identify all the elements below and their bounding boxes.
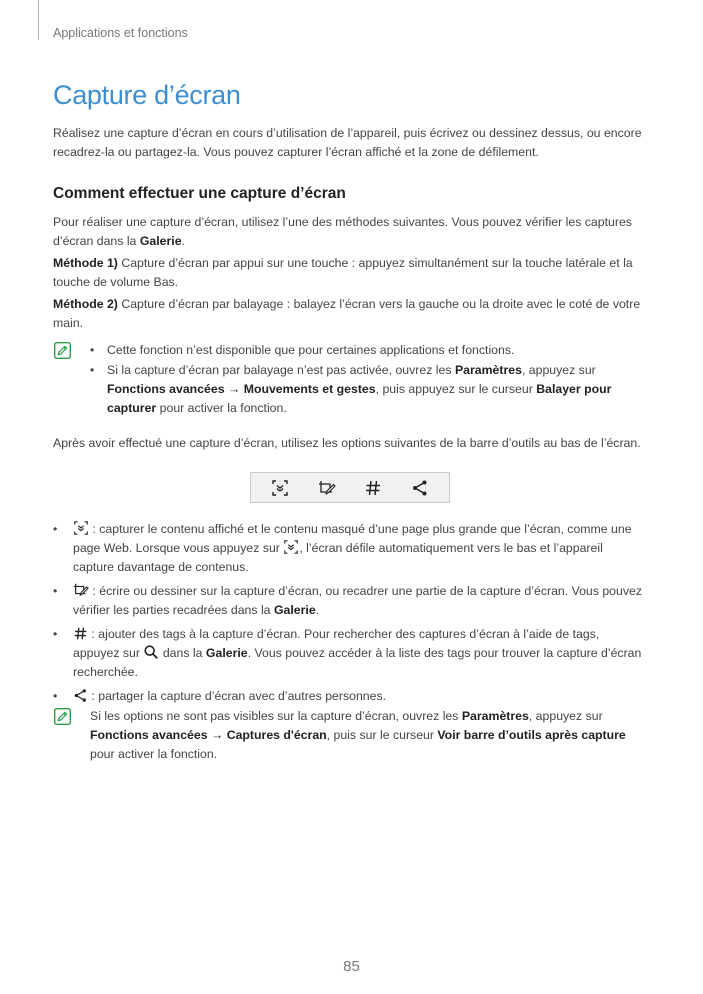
bullet: • [90, 343, 95, 357]
main-content [53, 124, 647, 764]
tag-icon[interactable] [364, 479, 382, 497]
method-1-label: Méthode 1) [53, 256, 118, 270]
menu-mouvements-gestes: Mouvements et gestes [243, 382, 376, 396]
bullet: • [90, 363, 95, 377]
howto-paragraph [53, 213, 647, 251]
edit-icon [73, 582, 89, 598]
note-icon [54, 342, 71, 359]
feature-share [53, 687, 647, 706]
method-2-label: Méthode 2) [53, 297, 118, 311]
menu-parametres: Paramètres [454, 363, 522, 377]
scroll-capture-icon[interactable] [271, 479, 289, 497]
arrow: → [207, 728, 227, 742]
howto-text: Pour réaliser une capture d’écran, utilisez l’une des méthodes suivantes. Vous pouvez vérifier les captures d’écran dans la [53, 215, 632, 248]
note-box-2 [53, 707, 647, 764]
note-item [90, 361, 647, 418]
page-title: Capture d’écran [53, 80, 241, 110]
tag-icon [73, 626, 88, 641]
method-1-text: Capture d’écran par appui sur une touche : appuyez simultanément sur la touche latérale et la touche de volume Bas. [53, 256, 633, 289]
page-number: 85 [343, 958, 360, 975]
feature-text: : capturer le contenu affiché et le contenu masqué d’une page plus grande que l’écran, comme une page Web. Lorsque vous appuyez sur [73, 522, 632, 555]
note-text: pour activer la fonction. [156, 401, 287, 415]
feature-text: : partager la capture d’écran avec d’autres personnes. [88, 689, 387, 703]
note-text: , puis sur le curseur [326, 728, 438, 742]
method-2 [53, 295, 647, 333]
feature-tag [53, 625, 647, 682]
note-item [90, 341, 647, 360]
arrow: → [224, 382, 244, 396]
method-2-text: Capture d’écran par balayage : balayez l’écran vers la gauche ou la droite avec le coté de votre main. [53, 297, 641, 330]
menu-fonctions-avancees: Fonctions avancées [107, 382, 225, 396]
note-2-text [90, 707, 647, 764]
section-header: Applications et fonctions [53, 26, 188, 40]
feature-text: : ajouter des tags à la capture d’écran. Pour rechercher des captures d’écran à l’aide de tags, appuyez sur [73, 627, 600, 660]
scroll-capture-icon [73, 520, 89, 536]
scroll-capture-icon [283, 539, 299, 555]
after-paragraph: Après avoir effectué une capture d’écran, utilisez les options suivantes de la barre d’outils au bas de l’écran. [53, 436, 641, 450]
bullet: • [53, 627, 58, 641]
note-text: pour activer la fonction. [90, 747, 218, 761]
share-icon[interactable] [411, 479, 429, 497]
feature-text: : écrire ou dessiner sur la capture d’écran, ou recadrer une partie de la capture d’écran. Vous pouvez vérifier les parties recadrées dans la [73, 584, 642, 617]
screenshot-toolbar [250, 472, 450, 503]
note-text: , appuyez sur [521, 363, 596, 377]
note-list [90, 341, 647, 418]
margin-line [38, 0, 39, 40]
galerie-label: Galerie [205, 646, 248, 660]
galerie-link: Galerie [139, 234, 182, 248]
galerie-label: Galerie [273, 603, 316, 617]
feature-text: . [315, 603, 320, 617]
feature-list [53, 520, 647, 706]
feature-text: , l’écran défile automatiquement vers le bas et l’appareil capture davantage de contenus. [73, 541, 603, 574]
note-text: , puis appuyez sur le curseur [375, 382, 537, 396]
search-icon [143, 644, 159, 660]
note-item-text: Cette fonction n’est disponible que pour certaines applications et fonctions. [107, 343, 515, 357]
note-icon [54, 708, 71, 725]
edit-icon[interactable] [318, 479, 336, 497]
note-box-1 [53, 341, 647, 418]
bullet: • [53, 522, 58, 536]
menu-balayer-capturer: Balayer pour capturer [107, 382, 612, 415]
bullet: • [53, 584, 58, 598]
menu-fonctions-avancees: Fonctions avancées [90, 728, 208, 742]
menu-parametres: Paramètres [461, 709, 529, 723]
note-text: , appuyez sur [528, 709, 603, 723]
feature-text: . Vous pouvez accéder à la liste des tags pour trouver la capture d’écran recherchée. [73, 646, 642, 679]
method-1 [53, 254, 647, 292]
note-text: Si la capture d’écran par balayage n’est pas activée, ouvrez les [107, 363, 455, 377]
feature-scroll-capture [53, 520, 647, 577]
note-text: Si les options ne sont pas visibles sur la capture d’écran, ouvrez les [90, 709, 462, 723]
howto-heading: Comment effectuer une capture d’écran [53, 185, 346, 202]
menu-captures-ecran: Captures d'écran [226, 728, 327, 742]
howto-end: . [181, 234, 185, 248]
feature-text: dans la [159, 646, 206, 660]
intro-paragraph: Réalisez une capture d’écran en cours d’utilisation de l’appareil, puis écrivez ou dessinez dessus, ou encore recadrez-la ou partagez-la. Vous pouvez capturer l’écran affiché et la zone de défilement. [53, 126, 642, 159]
menu-voir-barre-outils: Voir barre d’outils après capture [437, 728, 626, 742]
share-icon [73, 688, 88, 703]
bullet: • [53, 689, 58, 703]
feature-edit [53, 582, 647, 620]
